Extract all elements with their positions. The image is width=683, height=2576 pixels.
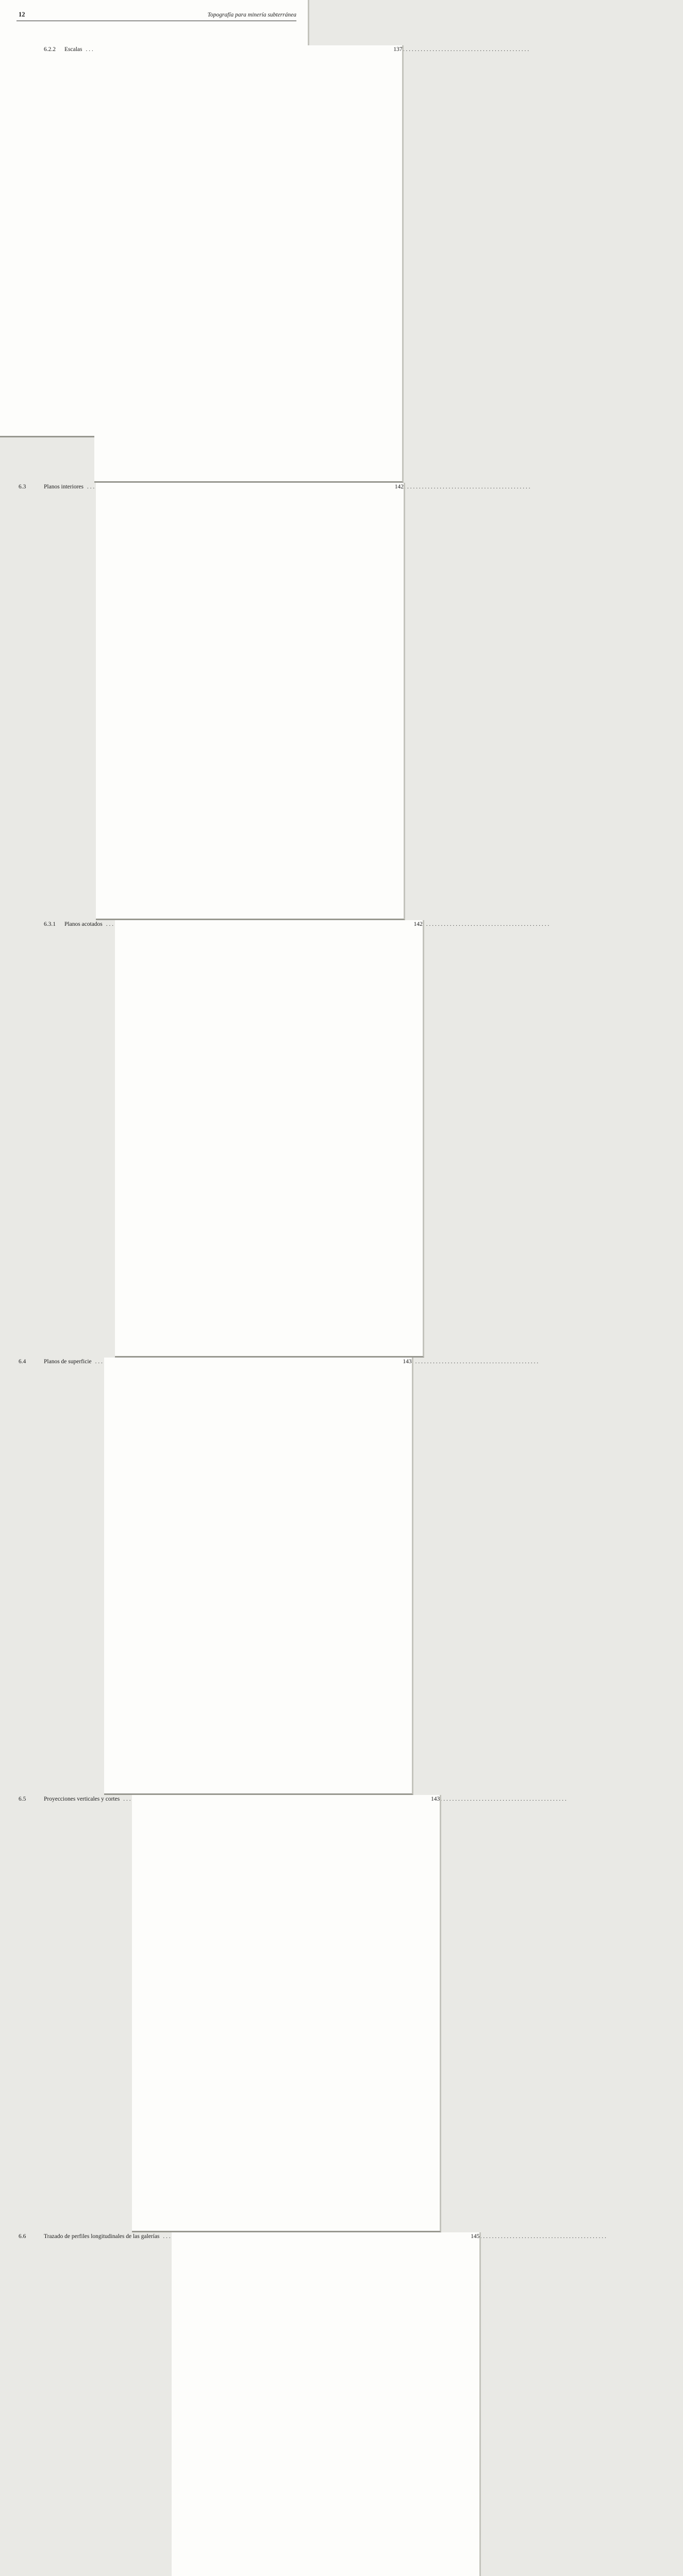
entry-page-number: 143 (104, 1358, 413, 1795)
toc-entry-line (19, 1358, 412, 1795)
entry-number: 6.5 (19, 1796, 26, 1802)
entry-page-number: 142 (115, 920, 424, 1358)
dot-leader (87, 483, 94, 491)
dot-leader (86, 45, 93, 54)
toc-entry-line (19, 1795, 440, 2232)
toc-entry-line (19, 2232, 480, 2576)
book-title: Topografía para minería subterránea (207, 12, 296, 18)
entry-page-number: 137 (94, 45, 404, 483)
toc (0, 21, 480, 2576)
entry-number: 6.3.1 (44, 921, 56, 927)
toc-entry-line (19, 483, 404, 920)
entry-page-number: 143 (132, 1795, 441, 2232)
entry-number: 6.3 (19, 484, 26, 490)
entry-number: 6.2.2 (44, 46, 56, 53)
dot-leader (106, 920, 113, 928)
entry-title: Proyecciones verticales y cortes (44, 1796, 120, 1802)
entry-title: Planos acotados (64, 921, 103, 927)
page-number: 12 (19, 11, 25, 18)
dot-leader (123, 1795, 130, 1803)
toc-entry-line (19, 920, 423, 1358)
entry-page-number: 142 (96, 483, 405, 920)
entry-title: Planos de superficie (44, 1359, 92, 1365)
entry-page-number: 145 (172, 2232, 481, 2576)
entry-title: Planos interiores (44, 484, 84, 490)
entry-number: 6.4 (19, 1359, 26, 1365)
dot-leader (95, 1358, 103, 1366)
toc-entry-line (19, 45, 403, 483)
entry-title: Trazado de perfiles longitudinales de las galerías (44, 2233, 160, 2240)
entry-number: 6.6 (19, 2233, 26, 2240)
running-header (0, 0, 308, 19)
entry-title: Escalas (64, 46, 82, 53)
dot-leader (163, 2232, 170, 2241)
